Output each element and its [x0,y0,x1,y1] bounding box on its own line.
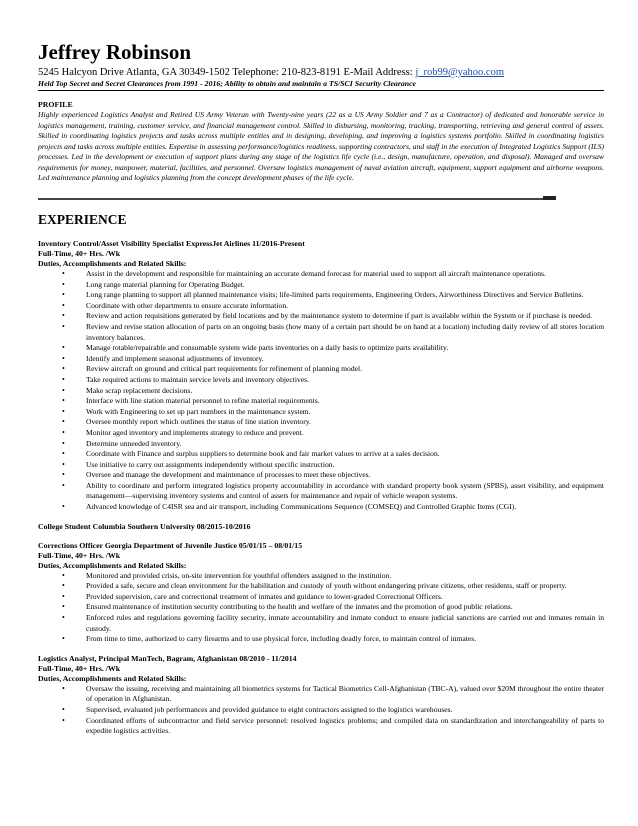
job-hours: Full-Time, 40+ Hrs. /Wk [38,550,121,560]
list-item: • Advanced knowledge of C4ISR sea and air transport, including Communications Sequence (COMSEQ) and Controlled Graphic Items (CGI). [86,502,604,513]
list-item: • Coordinate with other departments to ensure accurate information. [86,301,604,312]
job-title: Logistics Analyst, Principal ManTech, Bagram, Afghanistan 08/2010 - 11/2014 [38,653,297,663]
list-item: • Long range material planning for Operating Budget. [86,280,604,291]
list-item: • Take required actions to maintain service levels and inventory objectives. [86,375,604,386]
list-item: • Ability to coordinate and perform integrated logistics property accountability in accordance with standard property book system (SPBS), asset visibility, and equipment management—supervising inventory systems and control of assets for maintenance and repair of vehicle weapon systems. [86,481,604,502]
list-item: • Assist in the development and responsible for maintaining an accurate demand forecast for material used to support all aircraft maintenance operations. [86,269,604,280]
list-item: • Review and revise station allocation of parts on an ongoing basis (how many of a certain part should be on hand at a location) including daily review of all stores location inventory balances. [86,322,604,343]
education-line: College Student Columbia Southern University 08/2015-10/2016 [38,521,251,531]
duties-label: Duties, Accomplishments and Related Skills: [38,560,187,570]
list-item: • Ensured maintenance of institution security contributing to the health and welfare of the inmates and the promotion of good public relations. [86,602,604,613]
duties-label: Duties, Accomplishments and Related Skills: [38,673,187,683]
list-item: • Make scrap replacement decisions. [86,386,604,397]
list-item: • Monitored and provided crisis, on-site intervention for youthful offenders assigned to the institution. [86,571,604,582]
list-item: • Provided a safe, secure and clean environment for the habilitation and custody of youth without endangering private citizens, other residents, staff or property. [86,581,604,592]
list-item: • Oversee monthly report which outlines the status of line station inventory. [86,417,604,428]
email-link[interactable]: j_rob99@yahoo.com [415,67,505,78]
section-divider [38,198,548,200]
list-item: • Review aircraft on ground and critical part requirements for refinement of planning model. [86,364,604,375]
contact-line [38,66,604,79]
section-divider-end [543,196,556,200]
profile-text: Highly experienced Logistics Analyst and Retired US Army Veteran with Twenty-nine years (22 as a US Army Soldier and 7 as a Contractor) of dedicated and honorable service in logistics management, training, customer service, and financial management control. Skilled in disbursing, monitoring, tracking, transporting, retrieving and general control of assets. Skilled in coordinating logistics projects and tasks across multiple entities and in designing, developing, and improving a logistics systems portfolio. Skilled in coordinating logistics projects and tasks across multiple entities. Expertise in assessing performance/logistics readiness, supporting contractors, and staff in the execution of Integrated Logistics Support (ILS) processes. Led in the development or execution of support plans during any stage of the logistics life cycle (i.e., design, manufacture, operation, and disposal). Managed and oversaw requirements for money, manpower, material, facilities, and personnel. Oversaw logistics management of naval aviation aircraft, equipment, support equipment and airborne weapons. Led maintenance planning and logistics planning from the concept development phases of the life cycle. [38,110,604,182]
list-item: • Manage rotable/repairable and consumable system wide parts inventories on a daily basis to optimize parts availability. [86,343,604,354]
resume-page [38,40,604,736]
job-hours: Full-Time, 40+ Hrs. /Wk [38,249,121,258]
list-item: • Supervised, evaluated job performances and provided guidance to eight contractors assigned to the logistics warehouses. [86,705,604,716]
duties-label: Duties, Accomplishments and Related Skills: [38,259,187,268]
list-item: • Interface with line station material personnel to refine material requirements. [86,396,604,407]
job-title: Inventory Control/Asset Visibility Specialist ExpressJet Airlines 11/2016-Present [38,239,305,248]
list-item: • Work with Engineering to set up part numbers in the maintenance system. [86,407,604,418]
list-item: • Coordinated efforts of subcontractor and field service personnel: resolved logistics problems; and compiled data on standardization and interchangeability of parts to expedite logistics activities. [86,716,604,737]
candidate-name: Jeffrey Robinson [38,40,192,64]
contact-details: 5245 Halcyon Drive Atlanta, GA 30349-1502 Telephone: 210-823-8191 E-Mail Address: [38,67,416,78]
list-item: • Long range planning to support all planned maintenance visits; life-limited parts requirements, Engineering Orders, Airworthiness Directives and Service Bulletins. [86,290,604,301]
duties-list [38,571,604,645]
experience-heading: EXPERIENCE [38,212,127,227]
list-item: • Coordinate with Finance and surplus suppliers to determine book and fair market values to arrive at a sales decision. [86,449,604,460]
list-item: • Determine unneeded inventory. [86,439,604,450]
list-item: • Oversaw the issuing, receiving and maintaining all biometrics systems for Tactical Biometrics Cell-Afghanistan (TBC-A), valued over $20M throughout the entire theater of operation in Afghanistan. [86,684,604,705]
job-title: Corrections Officer Georgia Department of Juvenile Justice 05/01/15 – 08/01/15 [38,540,303,550]
list-item: • Oversee and manage the development and maintenance of processes to meet these objectives. [86,470,604,481]
list-item: • Use initiative to carry out assignments independently without specific instruction. [86,460,604,471]
clearance-line: Held Top Secret and Secret Clearances from 1991 - 2016; Ability to obtain and maintain a TS/SCI Security Clearance [38,79,417,88]
list-item: • Enforced rules and regulations governing facility security, inmate accountability and inmate conduct to ensure judicial sanctions are carried out and inmates remain in custody. [86,613,604,634]
duties-list [38,269,604,513]
list-item: • From time to time, authorized to carry firearms and to use physical force, including deadly force, to maintain control of inmates. [86,634,604,645]
list-item: • Provided supervision, care and correctional treatment of inmates and guidance to lower-graded Correctional Officers. [86,592,604,603]
list-item: • Review and action requisitions generated by field locations and by the maintenance system to determine if part is available within the System or if purchase is needed. [86,311,604,322]
job-hours: Full-Time, 40+ Hrs. /Wk [38,663,121,673]
header-divider [38,90,604,91]
list-item: • Monitor aged inventory and implements strategy to reduce and prevent. [86,428,604,439]
experience-section [38,239,604,737]
profile-heading: PROFILE [38,100,73,109]
duties-list [38,684,604,737]
list-item: • Identify and implement seasonal adjustments of inventory. [86,354,604,365]
